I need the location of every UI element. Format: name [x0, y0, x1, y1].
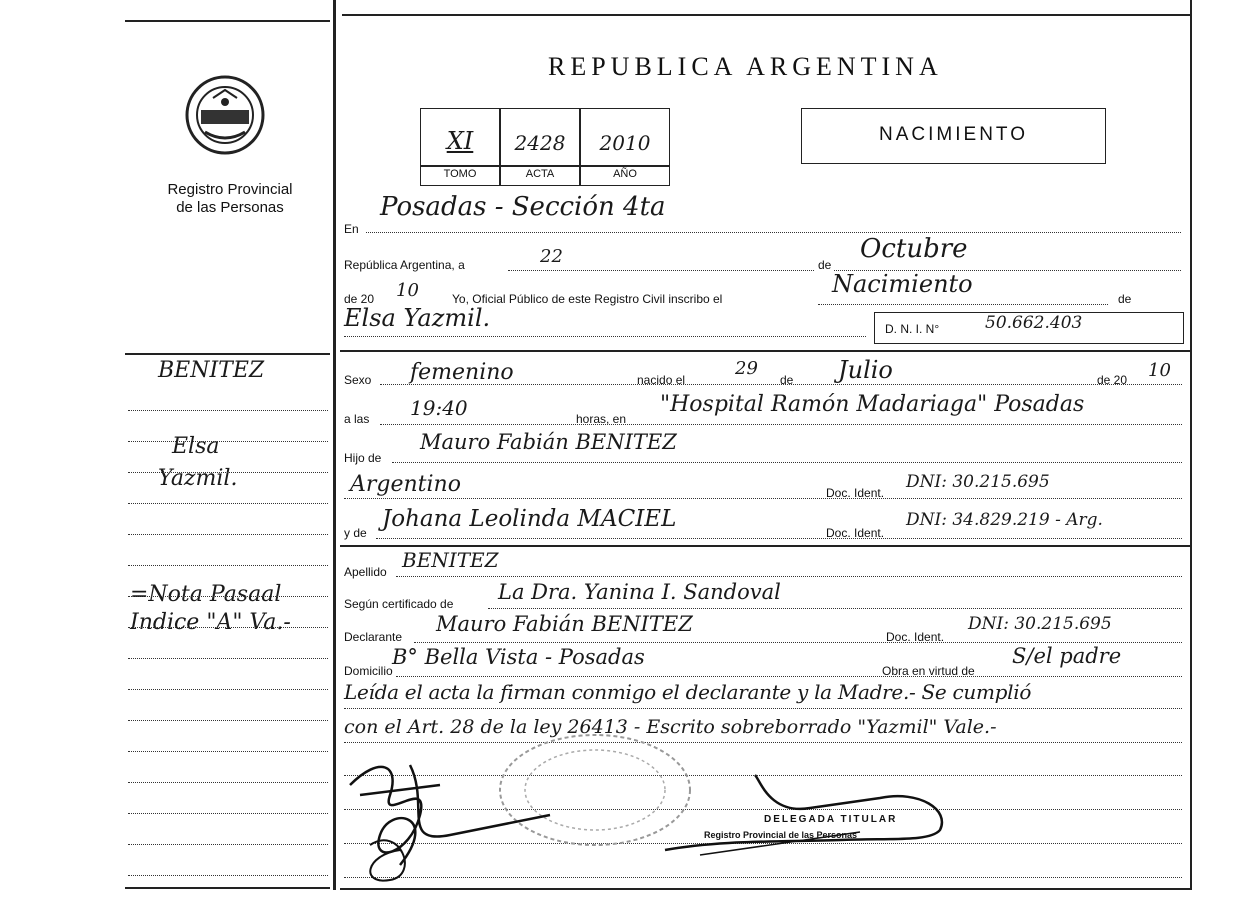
- field-mes: Octubre: [860, 234, 968, 264]
- line-apellido: [396, 576, 1182, 577]
- tomo-value: XI: [446, 127, 474, 155]
- field-padre: Mauro Fabián BENITEZ: [420, 430, 677, 454]
- anio-label: AÑO: [613, 168, 637, 180]
- margin-note-1: =Nota Pasaal: [130, 582, 282, 607]
- mid-rule: [340, 350, 1190, 352]
- field-padre-doc: DNI: 30.215.695: [906, 472, 1050, 492]
- margin-note-surname: BENITEZ: [158, 358, 265, 383]
- line-republica: [508, 270, 814, 271]
- observation-line-2: con el Art. 28 de la ley 26413 - Escrito sobreborrado "Yazmil" Vale.-: [344, 716, 997, 738]
- sidebar-rule: [125, 353, 330, 355]
- stamp-text-2: Registro Provincial de las Personas: [704, 830, 858, 840]
- dni-box: [874, 312, 1184, 344]
- field-hora: 19:40: [410, 396, 468, 420]
- line-segun: [488, 608, 1182, 609]
- label-en: En: [344, 222, 359, 236]
- margin-note-2: Indice "A" Va.-: [130, 610, 291, 635]
- registry-line1: Registro Provincial: [167, 181, 293, 198]
- line-declarante: [414, 642, 1182, 643]
- mid-rule-2: [340, 545, 1190, 547]
- field-dia: 22: [540, 246, 563, 267]
- field-domicilio: B° Bella Vista - Posadas: [392, 645, 645, 669]
- field-madre: Johana Leolinda MACIEL: [382, 506, 677, 532]
- label-horas: horas, en: [576, 412, 627, 426]
- field-nac-dia: 29: [735, 358, 758, 379]
- top-rule-main: [342, 14, 1190, 16]
- field-declarante: Mauro Fabián BENITEZ: [436, 612, 693, 636]
- label-obra: Obra en virtud de: [882, 664, 975, 678]
- field-lugar-nac: "Hospital Ramón Madariaga" Posadas: [660, 392, 1085, 417]
- label-domicilio: Domicilio: [344, 664, 393, 678]
- right-border: [1190, 0, 1192, 890]
- seal-logo-icon: [183, 72, 267, 158]
- anio-value: 2010: [599, 131, 651, 155]
- label-yde: y de: [344, 526, 367, 540]
- field-dni: 50.662.403: [985, 313, 1083, 333]
- line-alas: [380, 424, 1182, 425]
- label-de20b: de 20: [1097, 373, 1128, 387]
- observation-line-1: Leída el acta la firman conmigo el declarante y la Madre.- Se cumplió: [344, 680, 1032, 704]
- registry-name: [140, 181, 320, 217]
- label-de20: de 20: [344, 292, 375, 306]
- label-yo: Yo, Oficial Público de este Registro Civil inscribo el: [452, 292, 723, 306]
- label-hijo: Hijo de: [344, 451, 382, 465]
- line-sexo: [380, 384, 1182, 385]
- margin-note-name1: Elsa: [172, 434, 220, 459]
- field-obra: S/el padre: [1012, 644, 1122, 668]
- field-padre-nac: Argentino: [350, 472, 461, 497]
- line-acto: [818, 304, 1108, 305]
- label-segun: Según certificado de: [344, 597, 454, 611]
- registry-line2: de las Personas: [176, 199, 284, 216]
- field-nac-mes: Julio: [838, 356, 893, 384]
- line-nombre: [344, 336, 866, 337]
- acta-label: ACTA: [525, 168, 555, 180]
- top-rule: [125, 20, 330, 22]
- field-certificado: La Dra. Yanina I. Sandoval: [498, 580, 781, 604]
- doc-type-box: [801, 108, 1106, 164]
- signature-left-icon: [340, 745, 570, 890]
- field-lugar: Posadas - Sección 4ta: [380, 192, 666, 222]
- field-nombre: Elsa Yazmil.: [344, 304, 491, 332]
- field-apellido: BENITEZ: [402, 548, 499, 572]
- page-title: REPUBLICA ARGENTINA: [548, 52, 943, 81]
- line-en: [366, 232, 1181, 233]
- stamp-text-1: DELEGADA TITULAR: [764, 814, 898, 825]
- label-docident2: Doc. Ident.: [826, 526, 885, 540]
- margin-note-name2: Yazmil.: [158, 466, 238, 491]
- label-docident: Doc. Ident.: [826, 486, 885, 500]
- line-obs1: [344, 708, 1182, 709]
- acta-value: 2428: [514, 131, 566, 155]
- line-hijo: [392, 462, 1182, 463]
- label-de-end: de: [1118, 292, 1132, 306]
- label-declarante: Declarante: [344, 630, 403, 644]
- label-apellido: Apellido: [344, 565, 387, 579]
- label-republica: República Argentina, a: [344, 258, 465, 272]
- label-sexo: Sexo: [344, 373, 372, 387]
- label-de: de: [818, 258, 832, 272]
- field-anio-suffix: 10: [396, 280, 419, 301]
- sidebar-dotted-lines: [128, 380, 328, 876]
- sidebar-bottom-rule: [125, 887, 330, 889]
- label-de2: de: [780, 373, 794, 387]
- label-docident3: Doc. Ident.: [886, 630, 945, 644]
- line-domicilio: [396, 676, 1182, 677]
- label-nacido: nacido el: [637, 373, 686, 387]
- label-dni: D. N. I. N°: [885, 322, 940, 336]
- line-padre-nac: [344, 498, 1182, 499]
- field-acto: Nacimiento: [832, 270, 973, 298]
- field-declarante-doc: DNI: 30.215.695: [968, 614, 1112, 634]
- doc-type: NACIMIENTO: [879, 124, 1028, 145]
- line-yde: [376, 538, 1182, 539]
- record-number-box: [420, 108, 670, 186]
- left-divider: [333, 0, 336, 890]
- label-alas: a las: [344, 412, 370, 426]
- field-nac-anio: 10: [1148, 360, 1171, 381]
- field-sexo: femenino: [410, 360, 514, 385]
- field-madre-doc: DNI: 34.829.219 - Arg.: [906, 510, 1103, 530]
- tomo-label: TOMO: [443, 168, 477, 180]
